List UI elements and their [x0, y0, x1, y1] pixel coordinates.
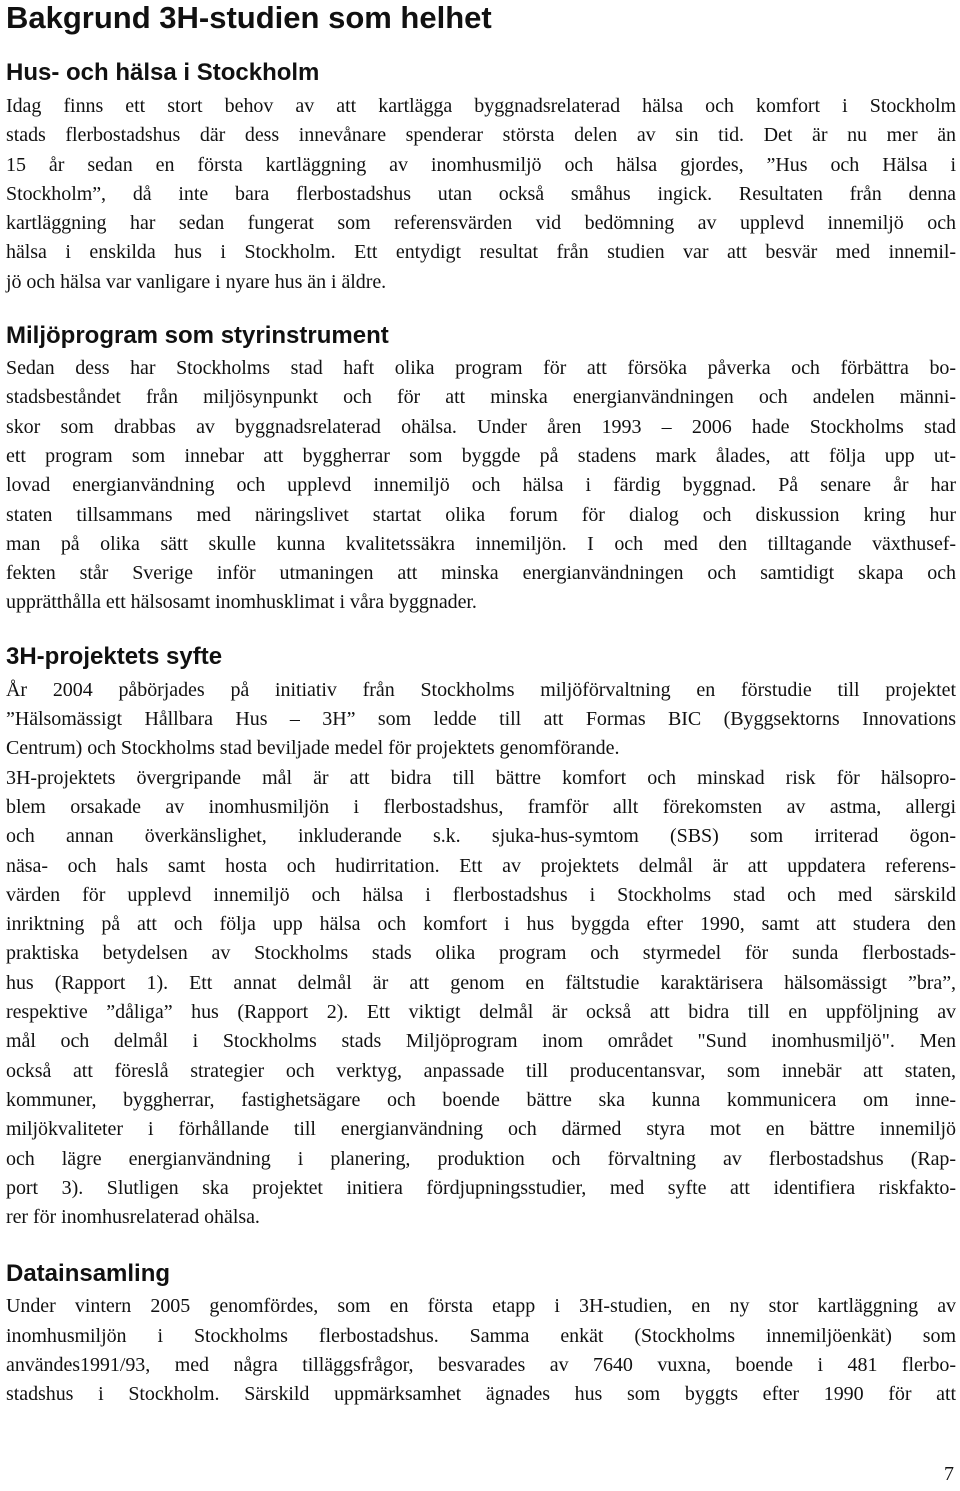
text-line: port 3). Slutligen ska projektet initiera fördjupningsstudier, med syfte att identifiera riskfakto-: [6, 1176, 956, 1199]
text-line: Sedan dess har Stockholms stad haft olika program för att försöka påverka och förbättra bo-: [6, 357, 956, 380]
section-heading-datainsamling: Datainsamling: [6, 1260, 171, 1288]
text-line: användes1991/93, med några tilläggsfrågor, besvarades av 7640 vuxna, boende i 481 flerbo-: [6, 1353, 956, 1376]
text-line: och annan överkänslighet, inkluderande s.k. sjuka-hus-symtom (SBS) som irriterad ögon-: [6, 825, 956, 848]
text-line: staten tillsammans med näringslivet startat olika forum för dialog och diskussion kring hur: [6, 503, 956, 526]
text-line: Under vintern 2005 genomfördes, som en första etapp i 3H-studien, en ny stor kartläggning av: [6, 1295, 956, 1318]
text-line: stadshus i Stockholm. Särskild uppmärksamhet ägnades hus som byggts efter 1990 för att: [6, 1383, 956, 1406]
text-line: Centrum) och Stockholms stad beviljade medel för projektets genomförande.: [6, 737, 620, 760]
page-number: 7: [944, 1463, 954, 1485]
text-line: stads flerbostadshus där dess innevånare spenderar största delen av sin tid. Det är nu mer än: [6, 124, 956, 147]
text-line: ”Hälsomässigt Hållbara Hus – 3H” som ledde till att Formas BIC (Byggsektorns Innovations: [6, 708, 956, 731]
text-line: Idag finns ett stort behov av att kartlägga byggnadsrelaterad hälsa och komfort i Stockholm: [6, 95, 956, 117]
document-page: [6, 0, 956, 1410]
text-line: stadsbeståndet från miljösynpunkt och för att minska energianvändningen och andelen männi-: [6, 386, 956, 409]
section-heading-miljoprogram: Miljöprogram som styrinstrument: [6, 322, 389, 350]
text-line: kartläggning har sedan fungerat som referensvärden vid bedömning av upplevd innemiljö och: [6, 212, 956, 235]
text-line: skor som drabbas av byggnadsrelaterad ohälsa. Under åren 1993 – 2006 hade Stockholms stad: [6, 415, 956, 438]
text-line: hus (Rapport 1). Ett annat delmål är att genom en fältstudie karaktärisera hälsomässigt ”bra”,: [6, 971, 956, 994]
text-line: inriktning på att och följa upp hälsa och komfort i hus byggda efter 1990, samt att studera den: [6, 913, 956, 936]
text-line: kommuner, byggherrar, fastighetsägare och boende bättre ska kunna kommunicera om inne-: [6, 1088, 956, 1111]
text-line: Stockholm”, då inte bara flerbostadshus utan också småhus ingick. Resultaten från denna: [6, 182, 956, 205]
section-heading-3h-syfte: 3H-projektets syfte: [6, 642, 223, 670]
text-line: 15 år sedan en första kartläggning av inomhusmiljö och hälsa gjordes, ”Hus och Hälsa i: [6, 153, 956, 176]
section-heading-hus-och-halsa: Hus- och hälsa i Stockholm: [6, 59, 320, 86]
text-line: rer för inomhusrelaterad ohälsa.: [6, 1206, 260, 1229]
text-line: 3H-projektets övergripande mål är att bidra till bättre komfort och minskad risk för hälsopro-: [6, 766, 956, 789]
text-line: mål och delmål i Stockholms stads Miljöprogram inom området "Sund inomhusmiljö". Men: [6, 1030, 956, 1053]
text-line: också att föreslå strategier och verktyg, anpassade till producentansvar, som innebär att staten,: [6, 1059, 956, 1082]
text-line: År 2004 påbörjades på initiativ från Stockholms miljöförvaltning en förstudie till projektet: [6, 678, 956, 701]
text-line: jö och hälsa var vanligare i nyare hus än i äldre.: [6, 270, 387, 293]
text-line: fekten står Sverige inför utmaningen att minska energianvändningen och samtidigt skapa och: [6, 562, 956, 585]
paragraph-3h-syfte: [6, 676, 956, 1233]
text-line: näsa- och hals samt hosta och hudirritation. Ett av projektets delmål är att uppdatera referens-: [6, 854, 956, 877]
text-line: inomhusmiljön i Stockholms flerbostadshus. Samma enkät (Stockholms innemiljöenkät) som: [6, 1324, 956, 1347]
text-line: blem orsakade av inomhusmiljön i flerbostadshus, framför allt förekomsten av astma, allergi: [6, 795, 956, 818]
text-line: miljökvaliteter i förhållande till energianvändning och därmed styra mot en bättre innemiljö: [6, 1118, 956, 1141]
text-line: praktiska betydelsen av Stockholms stads olika program och styrmedel för sunda flerbostads-: [6, 942, 956, 965]
text-line: man på olika sätt skulle kunna kvalitetssäkra innemiljön. I och med den tilltagande växthusef-: [6, 532, 956, 555]
text-line: respektive ”dåliga” hus (Rapport 2). Ett viktigt delmål är också att bidra till en uppföljning av: [6, 1001, 956, 1024]
text-line: upprätthålla ett hälsosamt inomhusklimat i våra byggnader.: [6, 591, 477, 614]
paragraph-datainsamling: [6, 1292, 956, 1409]
text-line: värden för upplevd innemiljö och hälsa i flerbostadshus i Stockholms stad och med särskild: [6, 883, 956, 906]
paragraph-miljoprogram: [6, 354, 956, 618]
text-line: hälsa i enskilda hus i Stockholm. Ett entydigt resultat från studien var att besvär med innemil-: [6, 241, 956, 264]
page-title: Bakgrund 3H-studien som helhet: [6, 0, 492, 35]
text-line: ett program som innebar att byggherrar som byggde på stadens mark ålades, att följa upp ut-: [6, 444, 956, 467]
text-line: lovad energianvändning och upplevd innemiljö och hälsa i färdig byggnad. På senare år har: [6, 474, 956, 497]
paragraph-hus-och-halsa: [6, 92, 956, 297]
text-line: och lägre energianvändning i planering, produktion och förvaltning av flerbostadshus (Rap-: [6, 1147, 956, 1170]
